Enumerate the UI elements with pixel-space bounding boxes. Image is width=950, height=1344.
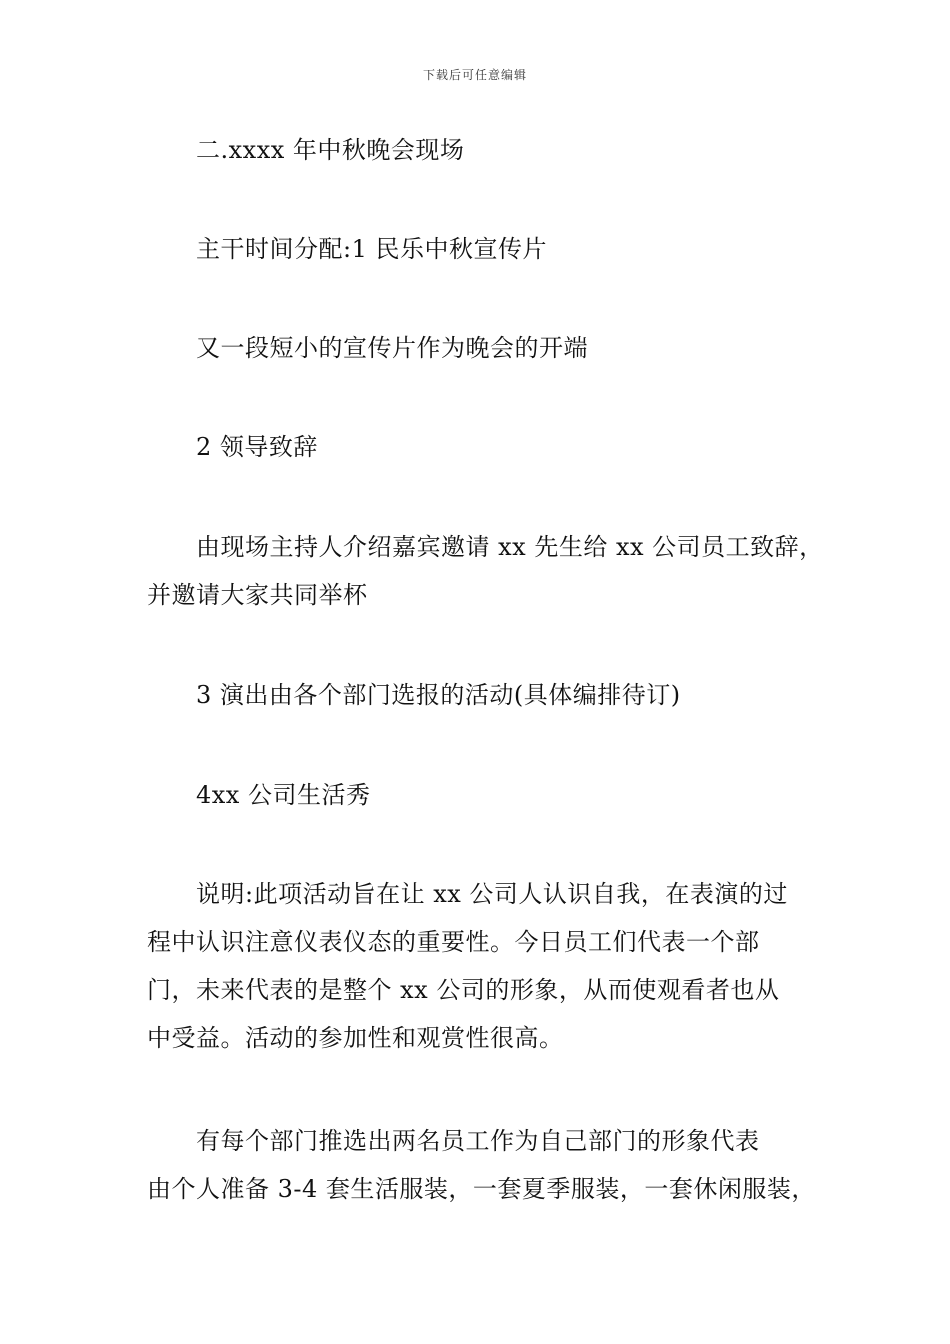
text-line: 2 领导致辞 — [196, 433, 318, 461]
paragraph-opening-video — [147, 324, 812, 372]
text-line: 有每个部门推选出两名员工作为自己部门的形象代表 — [196, 1127, 760, 1155]
text-line: 中受益。活动的参加性和观赏性很高。 — [147, 1024, 564, 1052]
paragraph-leader-speech — [147, 423, 812, 471]
paragraph-time-allocation — [147, 225, 812, 273]
paragraph-life-show — [147, 771, 812, 819]
text-line: 由现场主持人介绍嘉宾邀请 xx 先生给 xx 公司员工致辞， — [196, 533, 824, 561]
text-line: 4xx 公司生活秀 — [196, 781, 371, 809]
paragraph-section-title — [147, 126, 812, 174]
text-line: 由个人准备 3-4 套生活服装，一套夏季服装，一套休闲服装， — [147, 1175, 816, 1203]
page-header: 下载后可任意编辑 — [422, 68, 527, 82]
paragraph-performances — [147, 671, 812, 719]
text-line: 3 演出由各个部门选报的活动(具体编排待订) — [196, 681, 681, 709]
text-line: 程中认识注意仪表仪态的重要性。今日员工们代表一个部 — [147, 928, 760, 956]
text-line: 二.xxxx 年中秋晚会现场 — [196, 136, 465, 164]
paragraph-host-intro — [147, 523, 824, 619]
text-line: 说明:此项活动旨在让 xx 公司人认识自我，在表演的过 — [196, 880, 788, 908]
text-line: 主干时间分配:1 民乐中秋宣传片 — [196, 235, 547, 263]
text-line: 又一段短小的宣传片作为晚会的开端 — [196, 334, 588, 362]
paragraph-description — [147, 870, 812, 1062]
text-line: 门，未来代表的是整个 xx 公司的形象，从而使观看者也从 — [147, 976, 780, 1004]
text-line: 并邀请大家共同举杯 — [147, 581, 368, 609]
paragraph-representatives — [147, 1117, 816, 1213]
